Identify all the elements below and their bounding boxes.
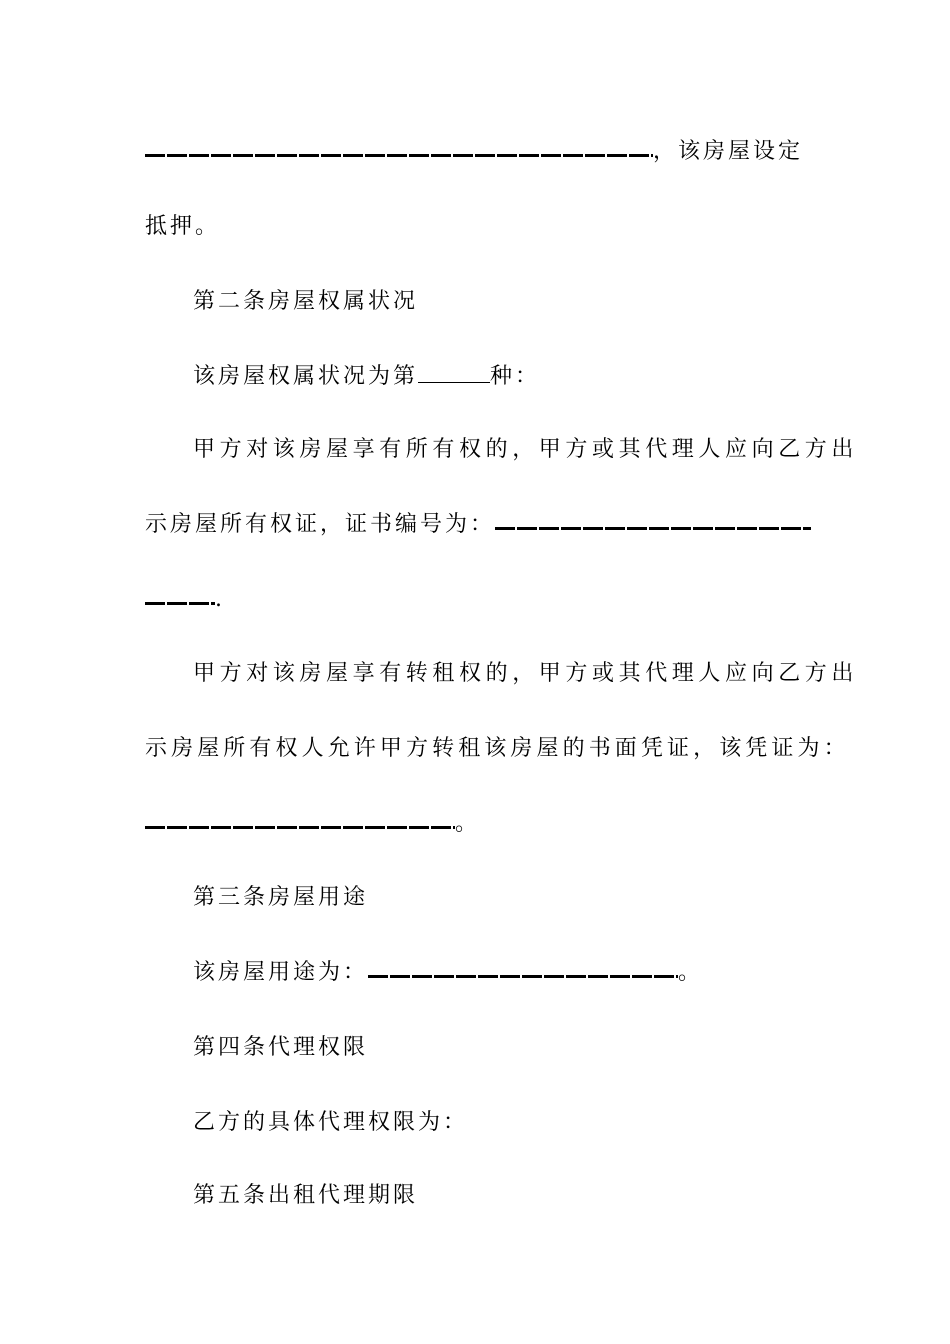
text-line: 乙方的具体代理权限为： [193, 1110, 469, 1135]
text-fragment: ，该房屋设定 [653, 139, 804, 164]
fill-in-blank [145, 826, 455, 829]
paragraph-line: 甲方对该房屋享有转租权的，甲方或其代理人应向乙方出 [193, 661, 859, 686]
text-fragment: 种： [490, 364, 541, 389]
section-heading-article-4: 第四条代理权限 [193, 1035, 369, 1060]
text-line: 抵押。 [145, 214, 221, 239]
fill-in-blank [145, 602, 215, 605]
fill-in-blank [368, 975, 678, 978]
section-heading-article-2: 第二条房屋权属状况 [193, 289, 419, 314]
paragraph-line: 示房屋所有权人允许甲方转租该房屋的书面凭证，该凭证为： [145, 736, 850, 761]
fill-in-blank [418, 364, 490, 383]
text-line-blank-continued [145, 585, 225, 615]
paragraph-line: 甲方对该房屋享有所有权的，甲方或其代理人应向乙方出 [193, 437, 859, 462]
text-fragment: 该房屋权属状况为第 [193, 364, 419, 389]
section-heading-article-5: 第五条出租代理期限 [193, 1183, 419, 1208]
text-fragment: 示房屋所有权证，证书编号为： [145, 512, 496, 537]
text-line-mortgage-blank [145, 137, 805, 167]
text-line-voucher-blank [145, 809, 480, 839]
section-heading-article-3: 第三条房屋用途 [193, 885, 369, 910]
fill-in-blank [495, 527, 811, 530]
text-fragment: 。 [678, 960, 704, 985]
text-fragment: . [215, 587, 225, 612]
text-line-usage [193, 958, 703, 988]
text-fragment: 该房屋用途为： [193, 960, 369, 985]
fill-in-blank [145, 154, 653, 157]
text-line-ownership-type [193, 362, 540, 392]
text-line-certificate-number [145, 510, 805, 540]
text-fragment: 。 [455, 811, 481, 836]
